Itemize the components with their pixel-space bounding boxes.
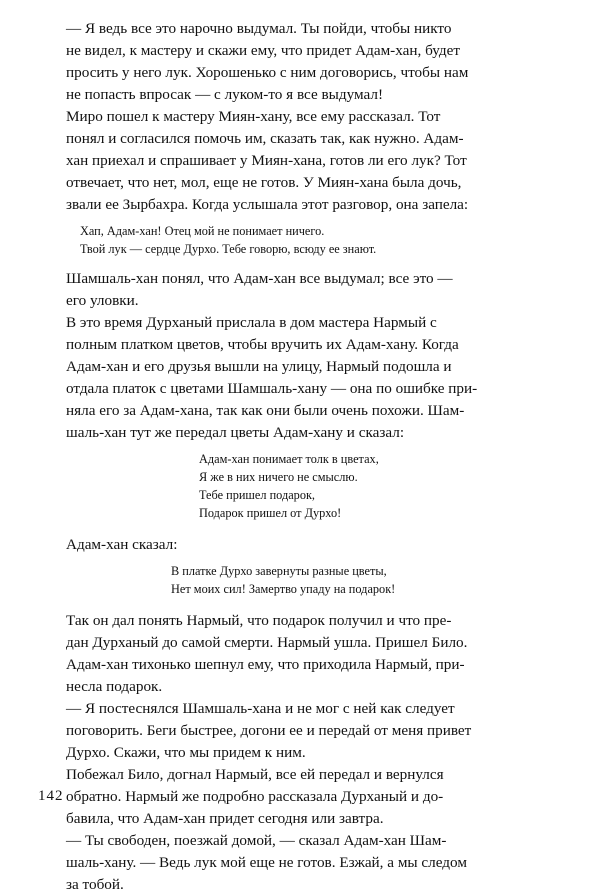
song-3: В платке Дурхо завернуты разные цветы, Нет моих сил! Замертво упаду на подарок! bbox=[171, 564, 396, 596]
page-text bbox=[66, 18, 581, 896]
paragraph-3: Шамшаль-хан понял, что Адам-хан все выдумал; все это — его уловки. bbox=[66, 270, 453, 309]
page-number: 142 bbox=[38, 788, 64, 804]
paragraph-8: Побежал Било, догнал Нармый, все ей передал и вернулся обратно. Нармый же подробно рассказала Дурханый и до- бавила, что Адам-хан придет сегодня или завтра. bbox=[66, 766, 444, 827]
song-1: Хап, Адам-хан! Отец мой не понимает ничего. Твой лук — сердце Дурхо. Тебе говорю, всюду ее знают. bbox=[80, 224, 377, 256]
paragraph-1: — Я ведь все это нарочно выдумал. Ты пойди, чтобы никто не видел, к мастеру и скажи ему, что придет Адам-хан, будет просить у него лук. Хорошенько с ним договорись, чтобы нам не попасть впросак — с луком-то я все выдумал! bbox=[66, 20, 469, 103]
paragraph-7: — Я постеснялся Шамшаль-хана и не мог с ней как следует поговорить. Беги быстрее, догони ее и передай от меня привет Дурхо. Скажи, что мы придем к ним. bbox=[66, 700, 472, 761]
paragraph-2: Миро пошел к мастеру Миян-хану, все ему рассказал. Тот понял и согласился помочь им, сказать так, как нужно. Адам- хан приехал и спрашивает у Миян-хана, готов ли его лук? Тот отвечает, что нет, мол, еще не готов. У Миян-хана была дочь, звали ее Зырбахра. Когда услышала этот разговор, она запела: bbox=[66, 108, 469, 213]
paragraph-6: Так он дал понять Нармый, что подарок получил и что пре- дан Дурханый до самой смерти. Нармый ушла. Пришел Било. Адам-хан тихонько шепнул ему, что приходила Нармый, при- несла подарок. bbox=[66, 612, 468, 695]
paragraph-5: Адам-хан сказал: bbox=[66, 536, 178, 553]
song-2: Адам-хан понимает толк в цветах, Я же в них ничего не смыслю. Тебе пришел подарок, Подарок пришел от Дурхо! bbox=[199, 452, 379, 520]
paragraph-4: В это время Дурханый прислала в дом мастера Нармый с полным платком цветов, чтобы вручить их Адам-хану. Когда Адам-хан и его друзья вышли на улицу, Нармый подошла и отдала платок с цветами Шамшаль-хану — она по ошибке при- няла его за Адам-хана, так как они были очень похожи. Шам- шаль-хан тут же передал цветы Адам-хану и сказал: bbox=[66, 314, 478, 441]
paragraph-9: — Ты свободен, поезжай домой, — сказал Адам-хан Шам- шаль-хану. — Ведь лук мой еще не готов. Езжай, а мы следом за тобой. bbox=[66, 832, 467, 893]
